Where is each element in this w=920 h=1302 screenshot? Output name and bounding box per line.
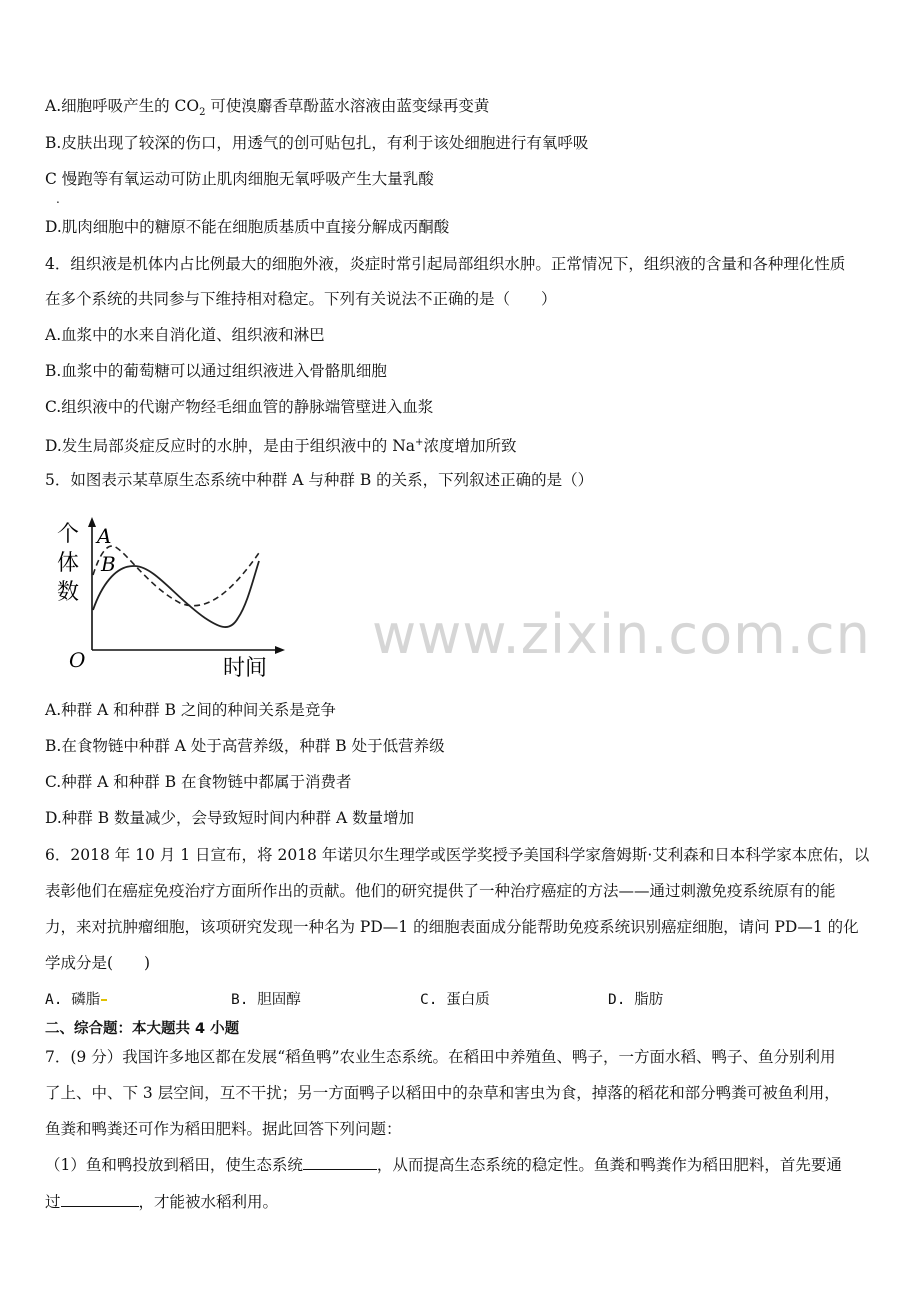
q6-line4: 学成分是( ) <box>45 954 151 972</box>
curve-a-label: A <box>97 524 112 548</box>
q3-option-a <box>45 96 885 123</box>
q4-option-d-text-end: 浓度增加所致 <box>423 437 517 456</box>
q4-option-b: B.血浆中的葡萄糖可以通过组织液进入骨骼肌细胞 <box>45 362 387 380</box>
y-label-char-2: 体 <box>57 551 80 576</box>
q7-sub1-text-start: （1）鱼和鸭投放到稻田，使生态系统 <box>45 1156 303 1174</box>
q7-sub1-text-mid: ，从而提高生态系统的稳定性。鱼粪和鸭粪作为稻田肥料，首先要通 <box>376 1156 842 1174</box>
y-label-char-1: 个 <box>57 522 80 547</box>
q3-option-c: C 慢跑等有氧运动可防止肌肉细胞无氧呼吸产生大量乳酸 <box>45 170 434 188</box>
origin-label: O <box>69 648 86 672</box>
y-label-char-3: 数 <box>57 580 80 605</box>
q7-line3: 鱼粪和鸭粪还可作为稻田肥料。据此回答下列问题： <box>45 1120 402 1138</box>
q6-option-b: B. 胆固醇 <box>231 992 301 1008</box>
q4-option-d <box>45 433 885 456</box>
q5-option-d: D.种群 B 数量减少，会导致短时间内种群 A 数量增加 <box>45 809 415 827</box>
q7-sub1-line2-start: 过 <box>45 1193 61 1211</box>
q4-option-d-text: D.发生局部炎症反应时的水肿，是由于组织液中的 Na <box>45 437 416 456</box>
q4-stem-line1: 4．组织液是机体内占比例最大的细胞外液，炎症时常引起局部组织水肿。正常情况下，组织液的含量和各种理化性质 <box>45 255 846 273</box>
q6-option-c: C. 蛋白质 <box>420 992 490 1008</box>
q6-option-a <box>45 988 107 1009</box>
q5-stem: 5．如图表示某草原生态系统中种群 A 与种群 B 的关系，下列叙述正确的是（） <box>45 471 594 489</box>
q7-sub1-line2 <box>45 1192 885 1212</box>
q7-line1: 7．(9 分）我国许多地区都在发展“稻鱼鸭”农业生态系统。在稻田中养殖鱼、鸭子，一方面水稻、鸭子、鱼分别利用 <box>45 1048 836 1066</box>
q6-line1: 6．2018 年 10 月 1 日宣布，将 2018 年诺贝尔生理学或医学奖授予美国科学家詹姆斯·艾利森和日本科学家本庶佑，以 <box>45 846 870 864</box>
q7-sub1-line2-end: ，才能被水稻利用。 <box>138 1193 279 1211</box>
section-heading: 二、综合题：本大题共 4 小题 <box>45 1021 240 1037</box>
q6-option-a-text: A. 磷脂 <box>45 992 101 1008</box>
q4-option-c: C.组织液中的代谢产物经毛细血管的静脉端管壁进入血浆 <box>45 398 434 416</box>
q3-option-d: D.肌肉细胞中的糖原不能在细胞质基质中直接分解成丙酮酸 <box>45 218 450 236</box>
q6-option-d: D. 脂肪 <box>608 992 664 1008</box>
population-graph <box>55 515 295 690</box>
q6-line2: 表彰他们在癌症免疫治疗方面所作出的贡献。他们的研究提供了一种治疗癌症的方法——通过刺激免疫系统原有的能 <box>45 882 836 900</box>
highlight-mark <box>101 999 107 1001</box>
q4-option-a: A.血浆中的水来自消化道、组织液和淋巴 <box>45 326 325 344</box>
x-axis-arrow <box>275 646 285 654</box>
stray-dot: . <box>56 192 60 206</box>
q3-option-b: B.皮肤出现了较深的伤口，用透气的创可贴包扎，有利于该处细胞进行有氧呼吸 <box>45 134 589 152</box>
q3-option-a-text-end: 可使溴麝香草酚蓝水溶液由蓝变绿再变黄 <box>205 97 490 115</box>
q7-line2: 了上、中、下 3 层空间，互不干扰；另一方面鸭子以稻田中的杂草和害虫为食，掉落的稻花和部分鸭粪可被鱼利用， <box>45 1084 840 1102</box>
q4-option-d-superscript: + <box>415 437 424 448</box>
q5-option-b: B.在食物链中种群 A 处于高营养级，种群 B 处于低营养级 <box>45 737 445 755</box>
x-axis-label: 时间 <box>223 656 268 681</box>
curve-a <box>93 546 261 606</box>
q3-option-a-text: A.细胞呼吸产生的 CO <box>45 97 200 115</box>
q7-sub1-line1 <box>45 1155 885 1175</box>
answer-blank-2[interactable] <box>61 1192 139 1207</box>
y-axis-arrow <box>88 517 96 527</box>
q5-option-a: A.种群 A 和种群 B 之间的种间关系是竞争 <box>45 701 336 719</box>
watermark: www.zixin.com.cn <box>372 603 871 666</box>
q5-option-c: C.种群 A 和种群 B 在食物链中都属于消费者 <box>45 773 352 791</box>
q6-line3: 力，来对抗肿瘤细胞，该项研究发现一种名为 PD—1 的细胞表面成分能帮助免疫系统识别癌症细胞，请问 PD—1 的化 <box>45 918 859 936</box>
answer-blank-1[interactable] <box>303 1155 377 1170</box>
curve-b-label: B <box>101 552 116 576</box>
q3-option-a-subscript: 2 <box>199 107 206 119</box>
q4-stem-line2: 在多个系统的共同参与下维持相对稳定。下列有关说法不正确的是（ ） <box>45 290 557 308</box>
curve-b <box>93 561 259 627</box>
